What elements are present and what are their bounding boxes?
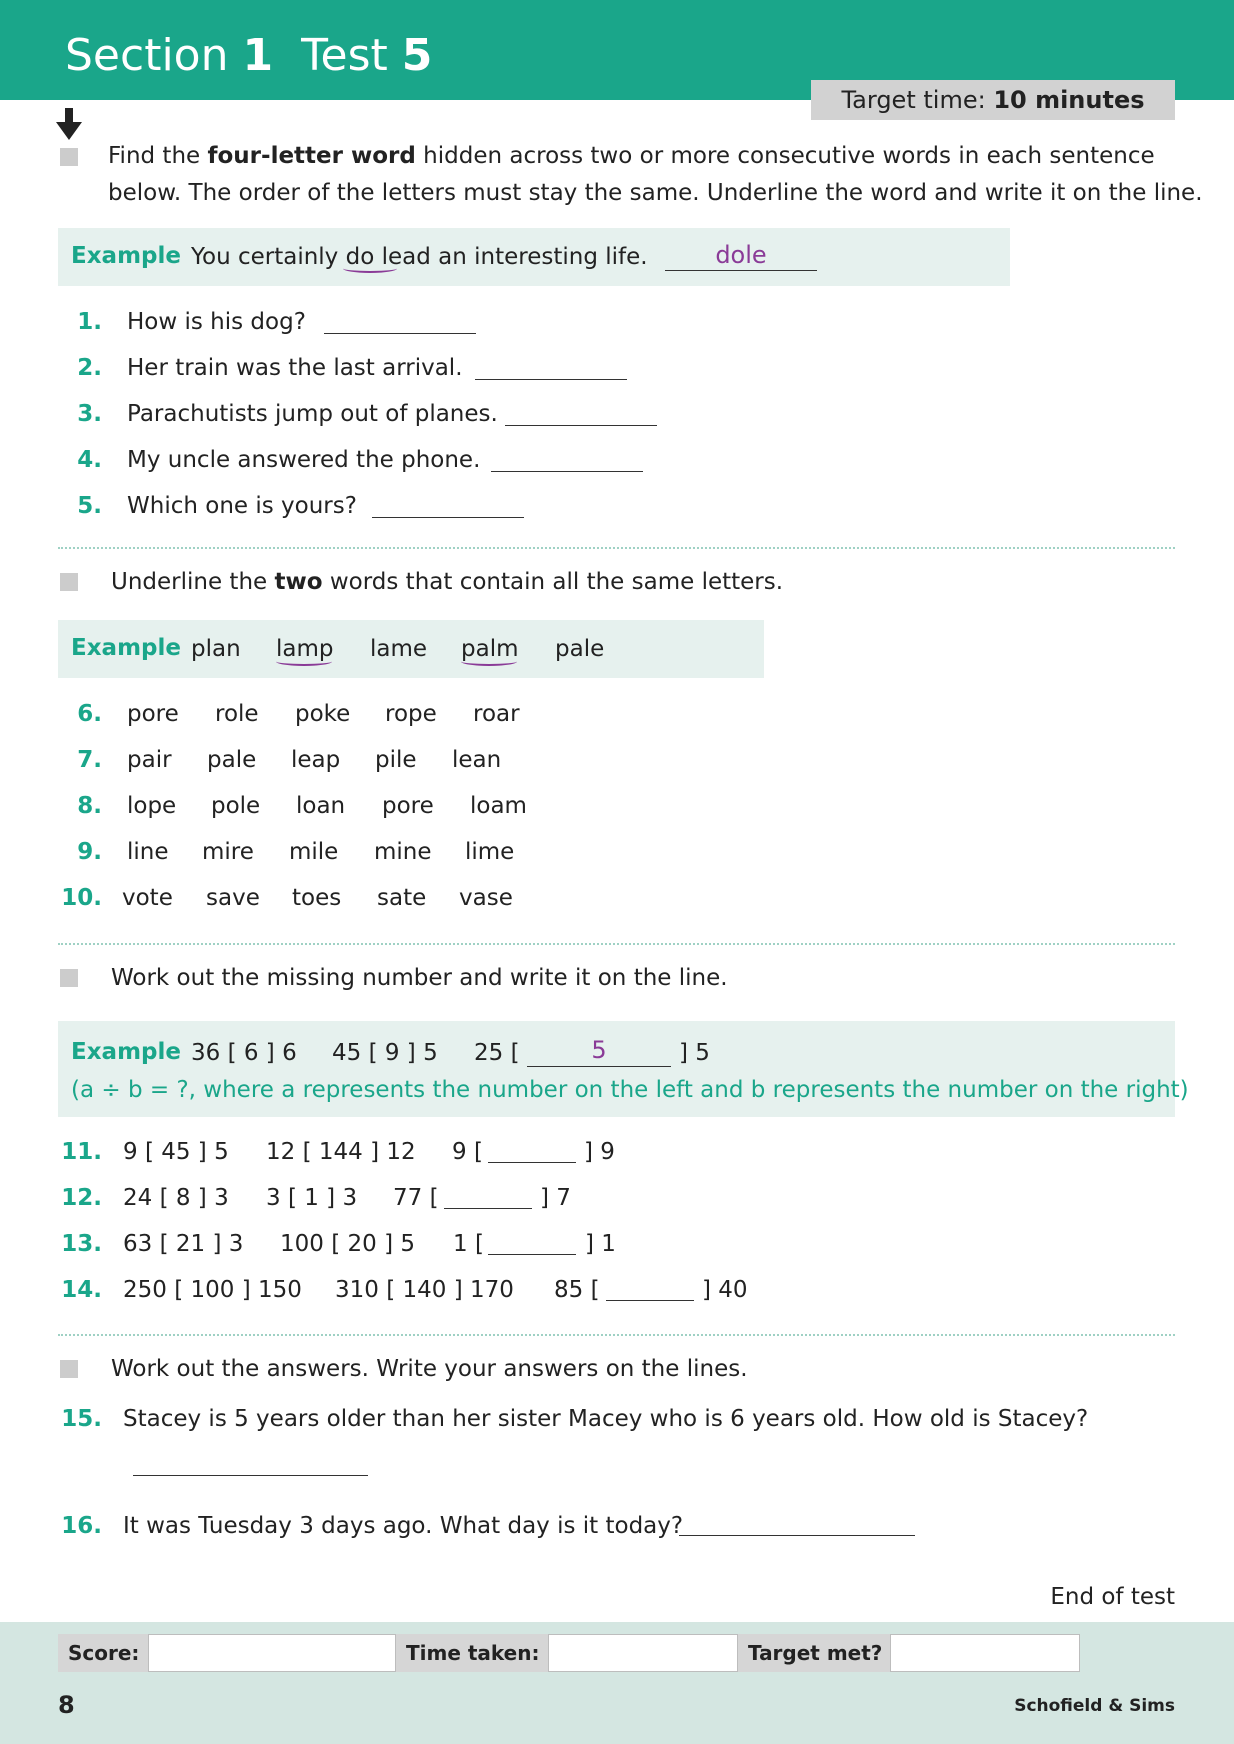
answer-line[interactable]: [679, 1535, 915, 1536]
example-group: 25 [: [474, 1040, 520, 1066]
question-number: 2.: [77, 355, 102, 381]
time-taken-label: Time taken:: [396, 1634, 548, 1672]
question-number: 12.: [61, 1185, 102, 1211]
number-group: 9 [ 45 ] 5: [123, 1139, 229, 1165]
example-answer: 5: [591, 1036, 607, 1064]
answer-line[interactable]: [133, 1475, 368, 1476]
example-word: lame: [370, 636, 428, 662]
question-text: My uncle answered the phone.: [127, 447, 481, 473]
question-number: 7.: [77, 747, 102, 773]
answer-line[interactable]: [606, 1300, 694, 1301]
instruction-part2: Underline the two words that contain all the same letters.: [111, 569, 784, 595]
example-word: pale: [555, 636, 605, 662]
word-option[interactable]: line: [127, 839, 169, 865]
answer-line[interactable]: [488, 1162, 576, 1163]
word-option[interactable]: sate: [377, 885, 427, 911]
example-word: plan: [191, 636, 241, 662]
test-word: Test: [301, 30, 388, 81]
number-group: 85 [: [554, 1277, 600, 1303]
example-answer-line: [665, 270, 817, 271]
target-met-label: Target met?: [738, 1634, 890, 1672]
example-label: Example: [71, 243, 181, 269]
score-input[interactable]: [148, 1634, 396, 1672]
word-option[interactable]: pile: [375, 747, 417, 773]
page-number: 8: [58, 1691, 75, 1719]
score-label: Score:: [58, 1634, 148, 1672]
question-text: It was Tuesday 3 days ago. What day is it today?: [123, 1513, 684, 1539]
target-time-label: Target time:: [841, 86, 986, 114]
word-option[interactable]: role: [215, 701, 259, 727]
word-option[interactable]: mine: [374, 839, 432, 865]
word-option[interactable]: pore: [382, 793, 434, 819]
number-group: 9 [: [452, 1139, 483, 1165]
answer-line[interactable]: [488, 1254, 576, 1255]
answer-line[interactable]: [491, 471, 643, 472]
question-number: 8.: [77, 793, 102, 819]
number-group: 310 [ 140 ] 170: [335, 1277, 514, 1303]
word-option[interactable]: loam: [470, 793, 527, 819]
section-divider: [58, 1334, 1175, 1336]
test-number: 5: [401, 30, 433, 81]
word-option[interactable]: lope: [127, 793, 177, 819]
down-arrow-icon: [56, 108, 82, 142]
number-group: 1 [: [453, 1231, 484, 1257]
question-number: 3.: [77, 401, 102, 427]
answer-line[interactable]: [505, 425, 657, 426]
question-number: 5.: [77, 493, 102, 519]
publisher-name: Schofield & Sims: [1014, 1696, 1175, 1716]
number-group: 250 [ 100 ] 150: [123, 1277, 302, 1303]
word-option[interactable]: pore: [127, 701, 179, 727]
target-met-input[interactable]: [890, 1634, 1080, 1672]
section-number: 1: [242, 30, 274, 81]
answer-line[interactable]: [444, 1208, 532, 1209]
number-group: ] 1: [585, 1231, 616, 1257]
question-number: 4.: [77, 447, 102, 473]
answer-line[interactable]: [372, 517, 524, 518]
target-time-value: 10 minutes: [993, 86, 1145, 114]
question-number: 16.: [61, 1513, 102, 1539]
example-box-part3: [58, 1021, 1189, 1117]
example-sentence: You certainly do lead an interesting life.: [191, 244, 648, 270]
question-text: How is his dog?: [127, 309, 306, 335]
number-group: 12 [ 144 ] 12: [266, 1139, 416, 1165]
word-option[interactable]: poke: [295, 701, 351, 727]
question-number: 9.: [77, 839, 102, 865]
bullet-square: [60, 1360, 78, 1378]
word-option[interactable]: vote: [122, 885, 173, 911]
word-option[interactable]: pair: [127, 747, 172, 773]
bullet-square: [60, 969, 78, 987]
word-option[interactable]: leap: [291, 747, 341, 773]
question-number: 1.: [77, 309, 102, 335]
number-group: 63 [ 21 ] 3: [123, 1231, 244, 1257]
question-text: Stacey is 5 years older than her sister Macey who is 6 years old. How old is Stacey?: [123, 1406, 1089, 1432]
example-group: 36 [ 6 ] 6: [191, 1040, 297, 1066]
word-option[interactable]: pale: [207, 747, 257, 773]
question-number: 15.: [61, 1406, 102, 1432]
word-option[interactable]: loan: [296, 793, 346, 819]
instruction-part1: Find the four-letter word hidden across two or more consecutive words in each sentence below. The order of the letters must stay the same. Underline the word and write it on the line.: [108, 143, 1203, 206]
question-number: 10.: [61, 885, 102, 911]
example-answer-line: [527, 1066, 671, 1067]
word-option[interactable]: mile: [289, 839, 339, 865]
example-underline-mark: [461, 657, 517, 666]
number-group: ] 40: [702, 1277, 748, 1303]
example-underline-mark: [276, 657, 332, 666]
time-taken-input[interactable]: [548, 1634, 738, 1672]
example-label: Example: [71, 635, 181, 661]
example-note: (a ÷ b = ?, where a represents the number on the left and b represents the number on the right): [71, 1077, 1189, 1103]
word-option[interactable]: save: [206, 885, 260, 911]
section-word: Section: [65, 30, 229, 81]
example-group: ] 5: [679, 1040, 710, 1066]
question-text: Parachutists jump out of planes.: [127, 401, 498, 427]
word-option[interactable]: rope: [385, 701, 437, 727]
answer-line[interactable]: [475, 379, 627, 380]
question-text: Her train was the last arrival.: [127, 355, 463, 381]
section-divider: [58, 943, 1175, 945]
word-option[interactable]: pole: [211, 793, 261, 819]
question-number: 13.: [61, 1231, 102, 1257]
number-group: ] 9: [584, 1139, 615, 1165]
word-option[interactable]: toes: [292, 885, 342, 911]
page-title: [65, 30, 433, 81]
question-text: Which one is yours?: [127, 493, 357, 519]
question-number: 14.: [61, 1277, 102, 1303]
number-group: ] 7: [540, 1185, 571, 1211]
number-group: 24 [ 8 ] 3: [123, 1185, 229, 1211]
example-label: Example: [71, 1039, 181, 1065]
example-word: lamp: [276, 636, 334, 662]
number-group: 3 [ 1 ] 3: [266, 1185, 358, 1211]
number-group: 77 [: [393, 1185, 439, 1211]
question-number: 11.: [61, 1139, 102, 1165]
example-box-part2: [58, 620, 764, 678]
answer-line[interactable]: [324, 333, 476, 334]
word-option[interactable]: vase: [459, 885, 513, 911]
instruction-part4: Work out the answers. Write your answers on the lines.: [111, 1356, 748, 1382]
end-of-test-label: End of test: [1050, 1584, 1175, 1610]
word-option[interactable]: lean: [452, 747, 502, 773]
example-word: palm: [461, 636, 519, 662]
question-number: 6.: [77, 701, 102, 727]
example-box-part1: [58, 228, 1010, 286]
bullet-square: [60, 573, 78, 591]
bullet-square: [60, 148, 78, 166]
target-time-box: [811, 80, 1175, 120]
instruction-part3: Work out the missing number and write it on the line.: [111, 965, 728, 991]
number-group: 100 [ 20 ] 5: [280, 1231, 415, 1257]
word-option[interactable]: roar: [473, 701, 520, 727]
word-option[interactable]: lime: [465, 839, 515, 865]
example-group: 45 [ 9 ] 5: [332, 1040, 438, 1066]
word-option[interactable]: mire: [202, 839, 254, 865]
example-answer: dole: [715, 241, 767, 269]
example-underline-mark: [343, 264, 397, 273]
section-divider: [58, 547, 1175, 549]
